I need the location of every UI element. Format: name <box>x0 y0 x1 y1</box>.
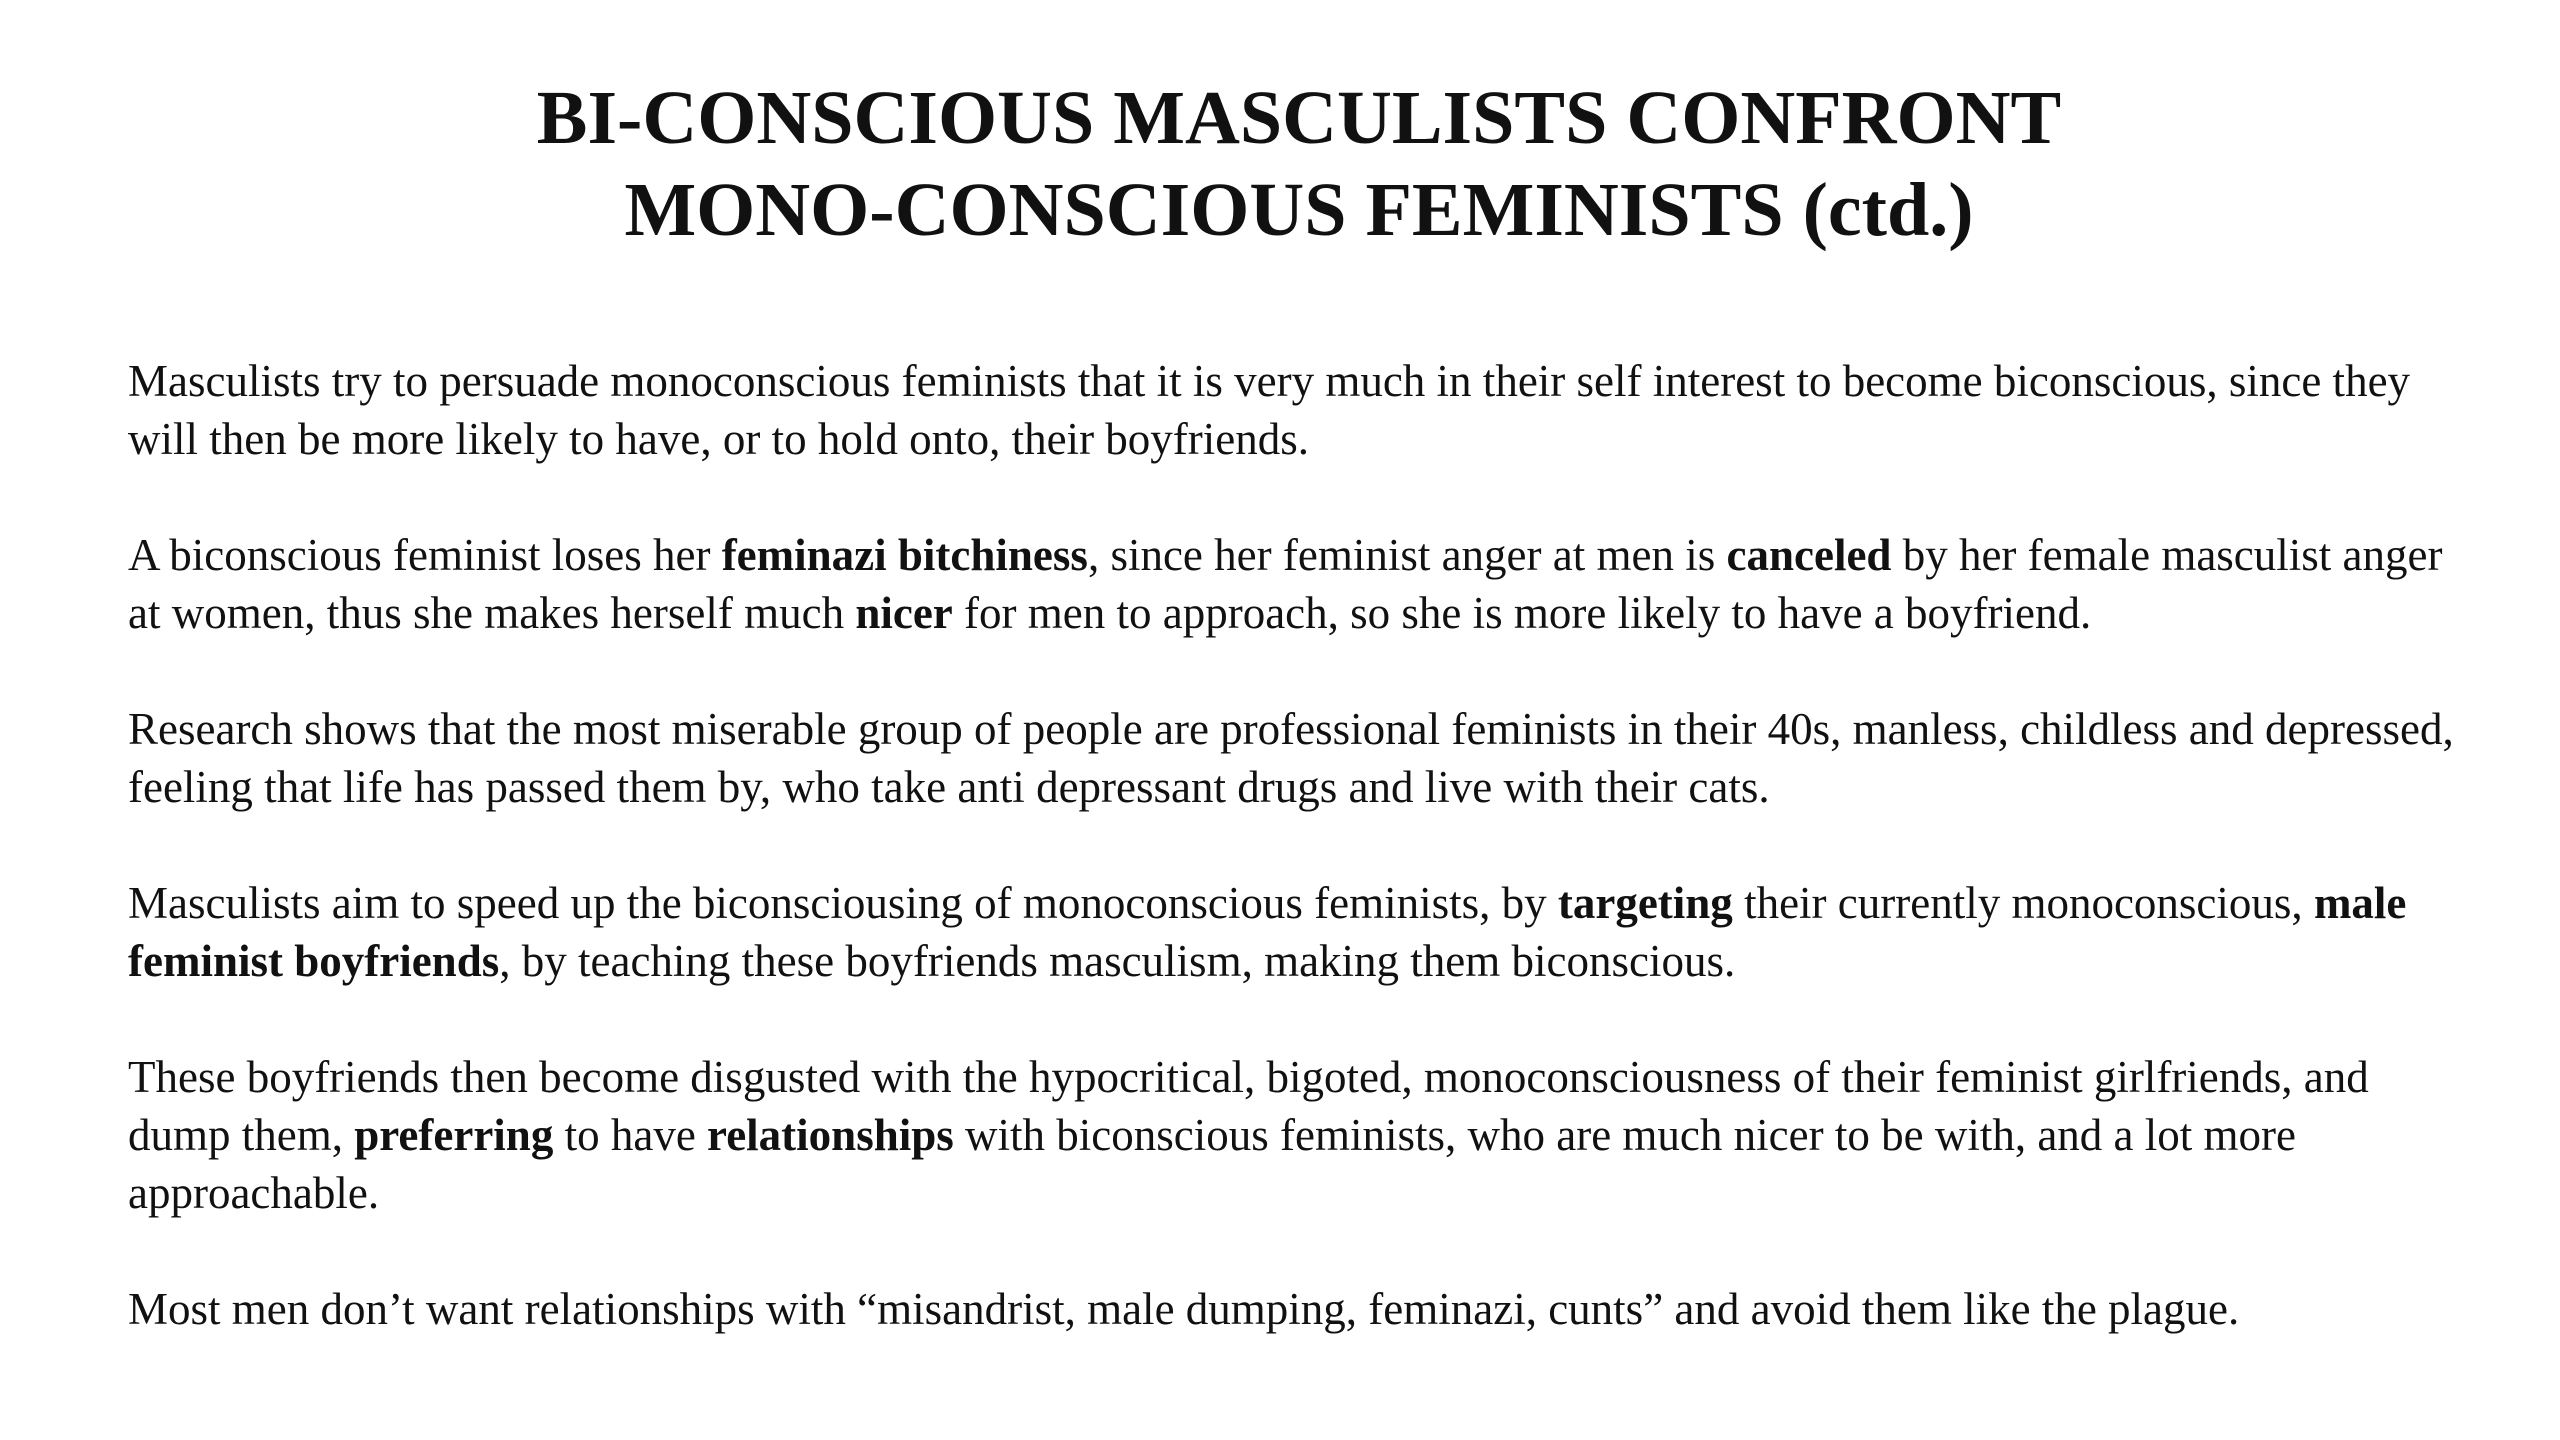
text-run: , by teaching these boyfriends masculism, making them biconscious. <box>499 936 1736 986</box>
bold-phrase: preferring <box>354 1110 554 1160</box>
paragraph-1 <box>128 352 2468 468</box>
title-line-1: BI-CONSCIOUS MASCULISTS CONFRONT <box>536 76 2062 160</box>
paragraph-5 <box>128 1048 2468 1222</box>
paragraph-3 <box>128 700 2468 816</box>
text-run: Research shows that the most miserable group of people are professional feminists in their 40s, manless, childless and depressed, feeling that life has passed them by, who take anti depressant drugs and live with their cats. <box>128 704 2454 812</box>
text-run: A biconscious feminist loses her <box>128 530 722 580</box>
bold-phrase: feminazi bitchiness <box>721 530 1088 580</box>
bold-phrase: male feminist boyfriends <box>128 878 2407 986</box>
paragraph-2 <box>128 526 2468 642</box>
text-run: These boyfriends then become disgusted with the hypocritical, bigoted, monoconsciousness of their feminist girlfriends, and dump them, <box>128 1052 2369 1160</box>
page-title <box>128 72 2470 256</box>
text-run: Masculists try to persuade monoconscious feminists that it is very much in their self interest to become biconscious, since they will then be more likely to have, or to hold onto, their boyfriends. <box>128 356 2411 464</box>
text-run: by her female masculist anger at women, thus she makes herself much <box>128 530 2443 638</box>
document-body <box>128 352 2470 1338</box>
text-run: with biconscious feminists, who are much nicer to be with, and a lot more approachable. <box>128 1110 2296 1218</box>
text-run: , since her feminist anger at men is <box>1087 530 1727 580</box>
text-run: Most men don’t want relationships with “misandrist, male dumping, feminazi, cunts” and avoid them like the plague. <box>128 1284 2240 1334</box>
title-line-2: MONO-CONSCIOUS FEMINISTS (ctd.) <box>624 168 1974 252</box>
text-run: to have <box>553 1110 708 1160</box>
bold-phrase: relationships <box>707 1110 954 1160</box>
bold-phrase: nicer <box>855 588 953 638</box>
text-run: their currently monoconscious, <box>1732 878 2314 928</box>
paragraph-6 <box>128 1280 2468 1338</box>
bold-phrase: targeting <box>1557 878 1733 928</box>
text-run: for men to approach, so she is more likely to have a boyfriend. <box>952 588 2092 638</box>
text-run: Masculists aim to speed up the biconsciousing of monoconscious feminists, by <box>128 878 1558 928</box>
bold-phrase: canceled <box>1726 530 1892 580</box>
paragraph-4 <box>128 874 2468 990</box>
